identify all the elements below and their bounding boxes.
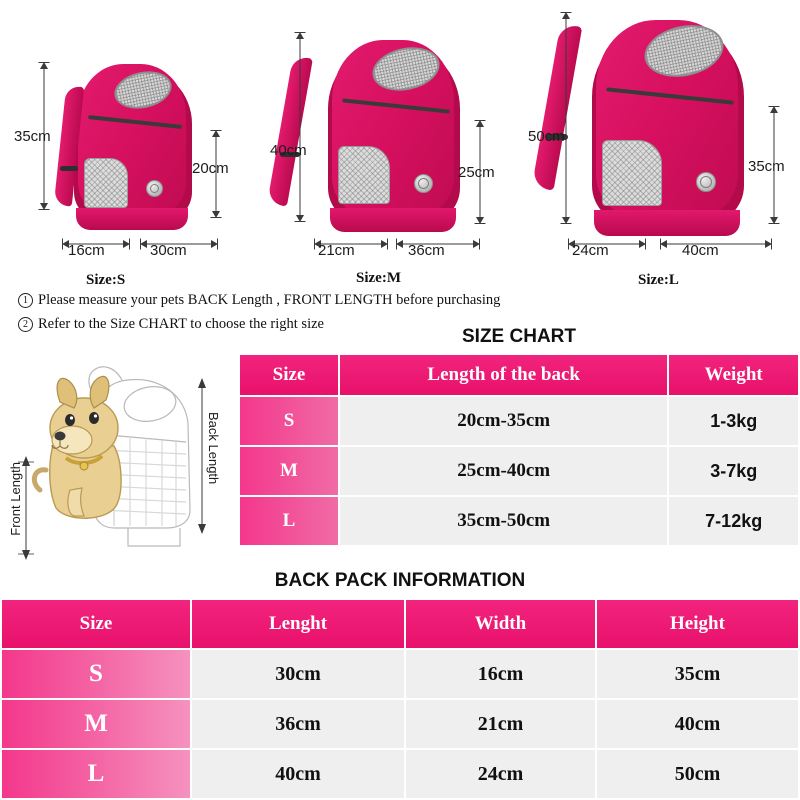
product-caption-l: Size:L — [638, 272, 679, 288]
backpack-illustration-l — [578, 6, 768, 256]
backpack-info-title: BACK PACK INFORMATION — [274, 570, 526, 591]
cell-length: 40cm — [191, 749, 405, 799]
table-row — [239, 496, 799, 546]
header-weight: Weight — [668, 354, 799, 396]
cell-size: M — [239, 446, 339, 496]
instruction-item — [18, 292, 618, 309]
cell-size: L — [1, 749, 191, 799]
side-mesh-panel — [84, 158, 128, 208]
dimension-height-l-label: 50cm — [528, 128, 565, 145]
product-image-large — [520, 0, 800, 290]
dog-illustration — [34, 376, 121, 518]
size-chart-title: SIZE CHART — [462, 326, 576, 347]
product-caption-s: Size:S — [86, 272, 126, 288]
side-mesh-panel — [602, 140, 662, 206]
backpack-illustration-s — [58, 50, 203, 250]
logo-badge-icon — [414, 174, 433, 193]
side-mesh-panel — [338, 146, 390, 204]
cell-height: 35cm — [596, 649, 799, 699]
backpack-base — [76, 208, 188, 230]
logo-badge-icon — [696, 172, 716, 192]
logo-badge-icon — [146, 180, 163, 197]
dimension-depth-m-label: 25cm — [458, 164, 495, 181]
cell-width: 24cm — [405, 749, 596, 799]
table-row — [1, 749, 799, 799]
cell-back-length: 20cm-35cm — [339, 396, 668, 446]
cell-back-length: 35cm-50cm — [339, 496, 668, 546]
table-header-row — [239, 354, 799, 396]
dimension-height-l — [560, 12, 572, 224]
dimension-width-m-label: 21cm — [318, 242, 355, 259]
header-size: Size — [1, 599, 191, 649]
cell-weight: 1-3kg — [668, 396, 799, 446]
dimension-length-m-label: 36cm — [408, 242, 445, 259]
backpack-illustration-m — [314, 26, 479, 252]
dimension-width-s-label: 16cm — [68, 242, 105, 259]
instruction-text: Please measure your pets BACK Length , FRONT LENGTH before purchasing — [38, 292, 501, 308]
cell-size: S — [1, 649, 191, 699]
table-row — [239, 446, 799, 496]
cell-height: 40cm — [596, 699, 799, 749]
size-chart-table — [238, 353, 800, 547]
instruction-text: Refer to the Size CHART to choose the right size — [38, 316, 324, 332]
instruction-number: 1 — [18, 293, 33, 308]
cell-length: 36cm — [191, 699, 405, 749]
cell-length: 30cm — [191, 649, 405, 699]
front-length-label: Front Length — [8, 462, 23, 536]
header-length: Lenght — [191, 599, 405, 649]
cell-back-length: 25cm-40cm — [339, 446, 668, 496]
table-row — [1, 649, 799, 699]
header-width: Width — [405, 599, 596, 649]
dog-measurement-diagram — [10, 350, 240, 565]
product-images-row — [0, 0, 800, 290]
header-length-of-back: Length of the back — [339, 354, 668, 396]
dimension-depth-s-label: 20cm — [192, 160, 229, 177]
dimension-depth-l-label: 35cm — [748, 158, 785, 175]
dimension-height-m — [294, 32, 306, 222]
product-caption-m: Size:M — [356, 270, 401, 286]
dimension-length-l-label: 40cm — [682, 242, 719, 259]
strap-buckle-icon — [60, 166, 78, 171]
backpack-info-table — [0, 598, 800, 800]
header-height: Height — [596, 599, 799, 649]
cell-size: M — [1, 699, 191, 749]
back-length-label: Back Length — [206, 412, 221, 485]
instruction-number: 2 — [18, 317, 33, 332]
shoulder-strap — [267, 55, 313, 206]
cell-weight: 7-12kg — [668, 496, 799, 546]
header-size: Size — [239, 354, 339, 396]
shoulder-strap — [532, 23, 582, 190]
cell-weight: 3-7kg — [668, 446, 799, 496]
dimension-height-m-label: 40cm — [270, 142, 307, 159]
product-image-medium — [262, 16, 512, 290]
dimension-height-s-label: 35cm — [14, 128, 51, 145]
table-row — [239, 396, 799, 446]
back-length-arrow — [198, 378, 206, 534]
dimension-width-l-label: 24cm — [572, 242, 609, 259]
cell-size: L — [239, 496, 339, 546]
product-image-small — [14, 40, 250, 290]
table-header-row — [1, 599, 799, 649]
cell-width: 21cm — [405, 699, 596, 749]
backpack-base — [594, 210, 740, 236]
dimension-length-s-label: 30cm — [150, 242, 187, 259]
cell-width: 16cm — [405, 649, 596, 699]
cell-height: 50cm — [596, 749, 799, 799]
backpack-base — [330, 208, 456, 232]
table-row — [1, 699, 799, 749]
cell-size: S — [239, 396, 339, 446]
